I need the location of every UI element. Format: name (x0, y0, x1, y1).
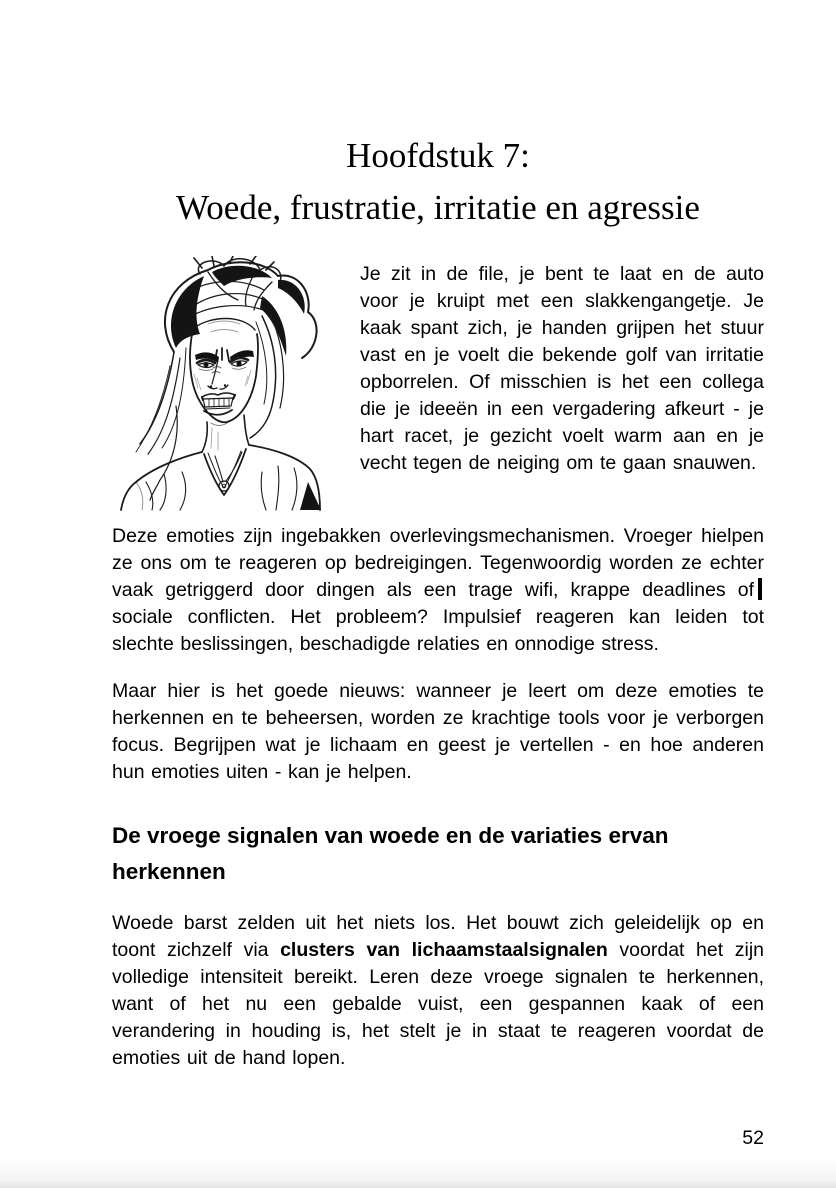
section-heading[interactable]: De vroege signalen van woede en de variaties ervan herkennen (112, 823, 669, 884)
page-number: 52 (742, 1127, 764, 1149)
chapter-title-line2: Woede, frustratie, irritatie en agressie (176, 188, 700, 227)
face (190, 319, 258, 426)
hair (136, 256, 317, 500)
angry-woman-illustration[interactable] (112, 256, 342, 511)
torso (121, 415, 321, 510)
text-cursor (758, 578, 762, 600)
paragraph-early-signals-text-a: Woede barst zelden uit het niets los. Het bouwt zich geleidelijk op en toont zichzelf via (112, 912, 764, 961)
paragraph-mechanisms-text-a: Deze emoties zijn ingebakken overlevingsmechanismen. Vroeger hielpen ze ons om te reageren op bedreigingen. Tegenwoordig worden ze echter vaak getriggerd door dingen als een trage wifi, krappe deadlines of (112, 525, 764, 601)
paragraph-early-signals[interactable] (112, 910, 764, 1072)
paragraph-mechanisms-text-b: sociale conflicten. Het probleem? Impulsief reageren kan leiden tot slechte beslissingen, beschadigde relaties en onnodige stress. (112, 606, 764, 655)
paragraph-mechanisms[interactable] (112, 523, 764, 658)
page-bottom-edge (0, 1158, 836, 1188)
paragraph-good-news[interactable]: Maar hier is het goede nieuws: wanneer je leert om deze emoties te herkennen en te beheersen, worden ze krachtige tools voor je verborgen focus. Begrijpen wat je lichaam en geest je vertellen - en hoe anderen hun emoties uiten - kan je helpen. (112, 680, 764, 783)
paragraph-early-signals-text-b: voordat het zijn volledige intensiteit bereikt. Leren deze vroege signalen te herkennen, want of het nu een gebalde vuist, een gespannen kaak of een verandering in houding is, het stelt je in staat te reageren voordat de emoties uit de hand lopen. (112, 939, 764, 1069)
intro-section (112, 256, 764, 511)
chapter-title[interactable] (112, 130, 764, 234)
paragraph-intro[interactable]: Je zit in de file, je bent te laat en de auto voor je kruipt met een slakkengangetje. Je kaak spant zich, je handen grijpen het stuur vast en je voelt die bekende golf van irritatie opborrelen. Of misschien is het een collega die je ideeën in een vergadering afkeurt - je hart racet, je gezicht voelt warm aan en je vecht tegen de neiging om te gaan snauwen. (360, 263, 764, 474)
chapter-title-line1: Hoofdstuk 7: (346, 136, 530, 175)
paragraph-early-signals-bold: clusters van lichaamstaalsignalen (280, 939, 608, 961)
